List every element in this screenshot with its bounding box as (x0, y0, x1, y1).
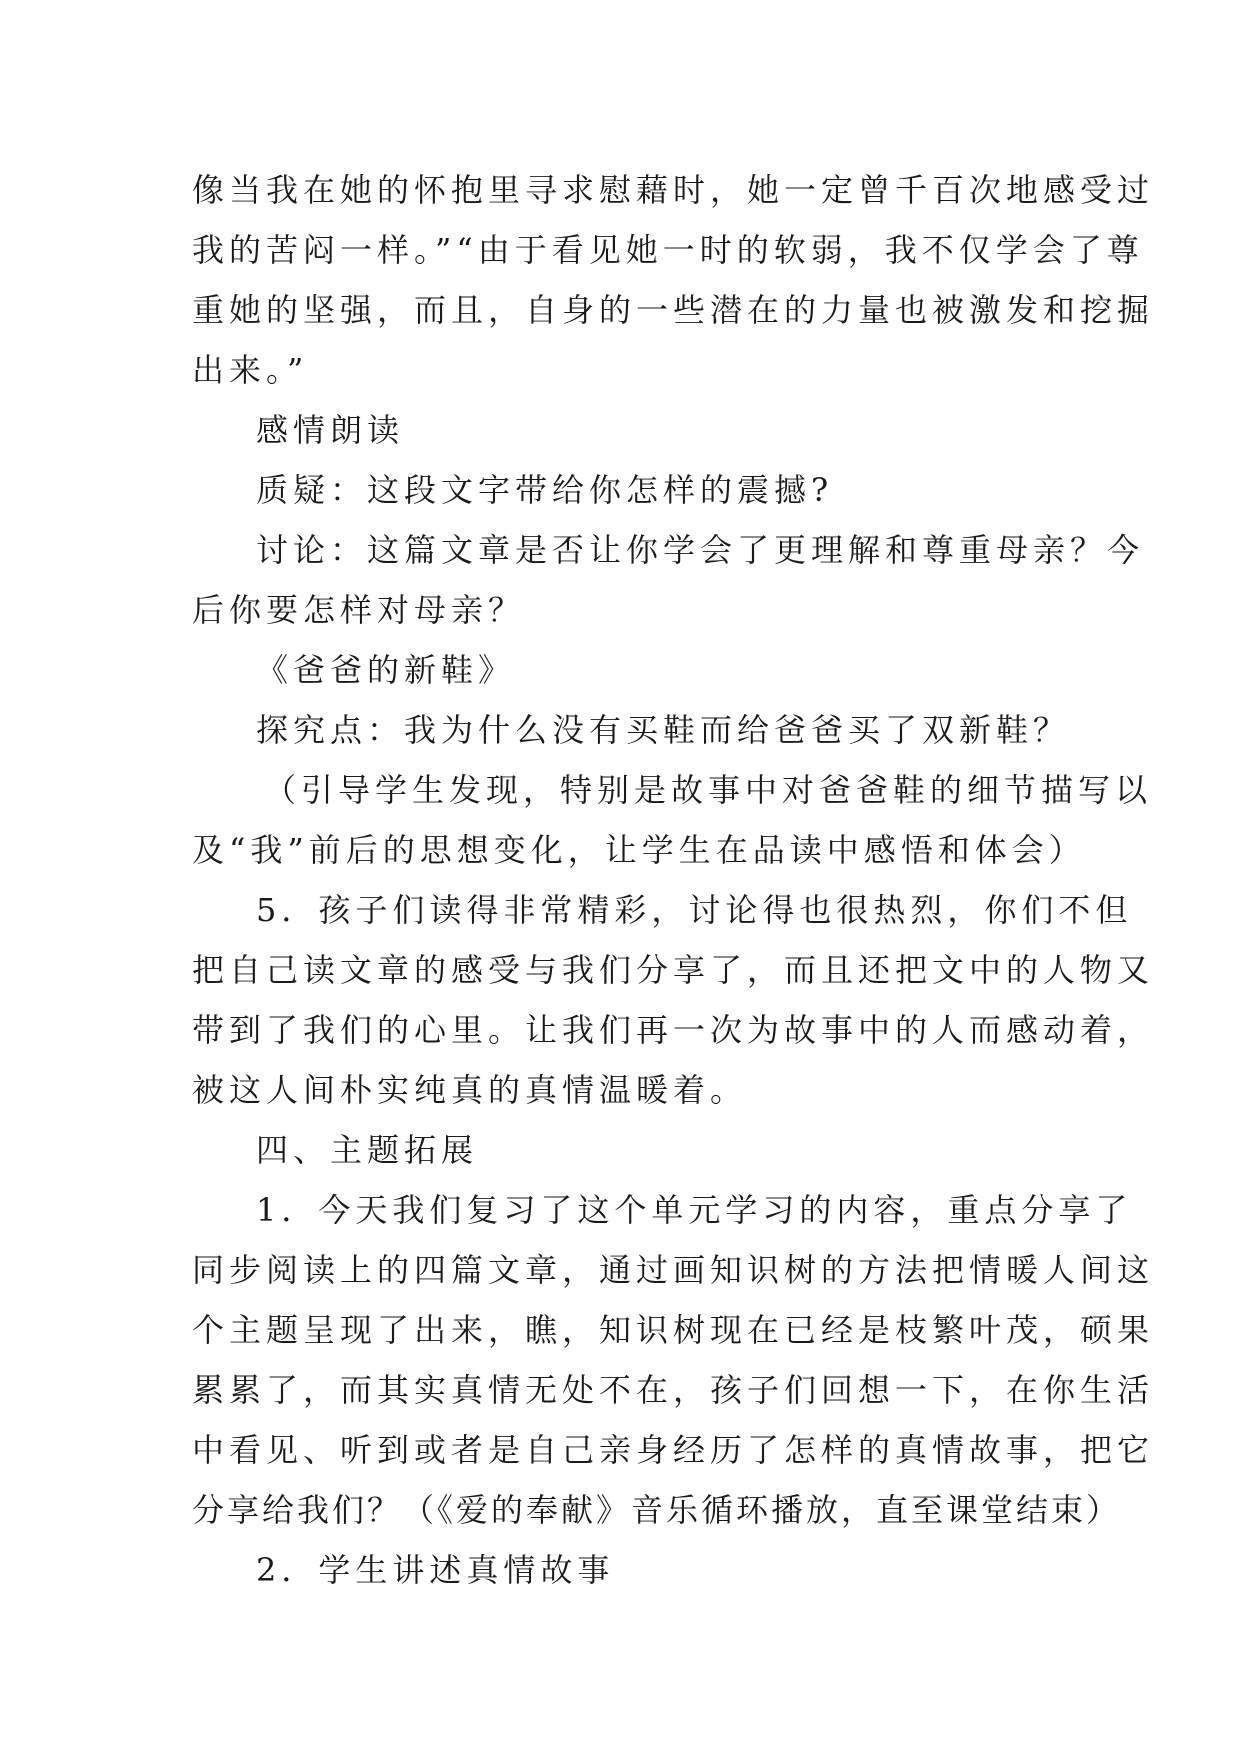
text-line: 后你要怎样对母亲？ (192, 591, 526, 629)
text-line: 1．今天我们复习了这个单元学习的内容，重点分享了 (256, 1191, 1133, 1229)
text-line: 2．学生讲述真情故事 (256, 1551, 615, 1589)
text-line: 中看见、听到或者是自己亲身经历了怎样的真情故事，把它 (192, 1431, 1155, 1469)
text-line: 探究点：我为什么没有买鞋而给爸爸买了双新鞋？ (256, 711, 1071, 749)
paragraph-item-1 (192, 1180, 1155, 1540)
text-line: 《爸爸的新鞋》 (256, 651, 516, 689)
text-line: 5．孩子们读得非常精彩，讨论得也很热烈，你们不但 (256, 891, 1133, 929)
text-line: 四、主题拓展 (256, 1131, 479, 1169)
paragraph-item-2 (192, 1540, 1072, 1600)
text-line: 出来。” (192, 351, 309, 389)
text-line: 个主题呈现了出来，瞧，知识树现在已经是枝繁叶茂，硕果 (192, 1311, 1155, 1349)
text-line: 像当我在她的怀抱里寻求慰藉时，她一定曾千百次地感受过 (192, 171, 1155, 209)
text-line: 同步阅读上的四篇文章，通过画知识树的方法把情暖人间这 (192, 1251, 1155, 1289)
text-line: 累累了，而其实真情无处不在，孩子们回想一下，在你生活 (192, 1371, 1155, 1409)
paragraph-item-5 (192, 880, 1155, 1120)
paragraph-emotional-reading (192, 400, 1072, 460)
paragraph-guidance-note (192, 760, 1153, 880)
paragraph-discussion (192, 520, 1145, 640)
text-line: 带到了我们的心里。让我们再一次为故事中的人而感动着， (192, 1011, 1155, 1049)
text-line: 重她的坚强，而且，自身的一些潜在的力量也被激发和挖掘 (192, 291, 1155, 329)
text-line: 把自己读文章的感受与我们分享了，而且还把文中的人物又 (192, 951, 1155, 989)
document-body (192, 160, 1155, 1600)
paragraph-question (192, 460, 1072, 520)
paragraph-article-title (192, 640, 1072, 700)
section-heading-theme-extension (192, 1120, 1072, 1180)
text-line: 感情朗读 (256, 411, 405, 449)
text-line: 及“我”前后的思想变化，让学生在品读中感悟和体会） (192, 831, 1086, 869)
text-line: 讨论：这篇文章是否让你学会了更理解和尊重母亲？今 (256, 531, 1145, 569)
text-line: 质疑：这段文字带给你怎样的震撼? (256, 471, 834, 509)
text-line: 分享给我们？（《爱的奉献》音乐循环播放，直至课堂结束） (192, 1491, 1122, 1529)
paragraph-continuation (192, 160, 1155, 400)
text-line: 被这人间朴实纯真的真情温暖着。 (192, 1071, 748, 1109)
text-line: （引导学生发现，特别是故事中对爸爸鞋的细节描写以 (264, 771, 1153, 809)
text-line: 我的苦闷一样。”“由于看见她一时的软弱，我不仅学会了尊 (192, 231, 1144, 269)
paragraph-inquiry-point (192, 700, 1072, 760)
